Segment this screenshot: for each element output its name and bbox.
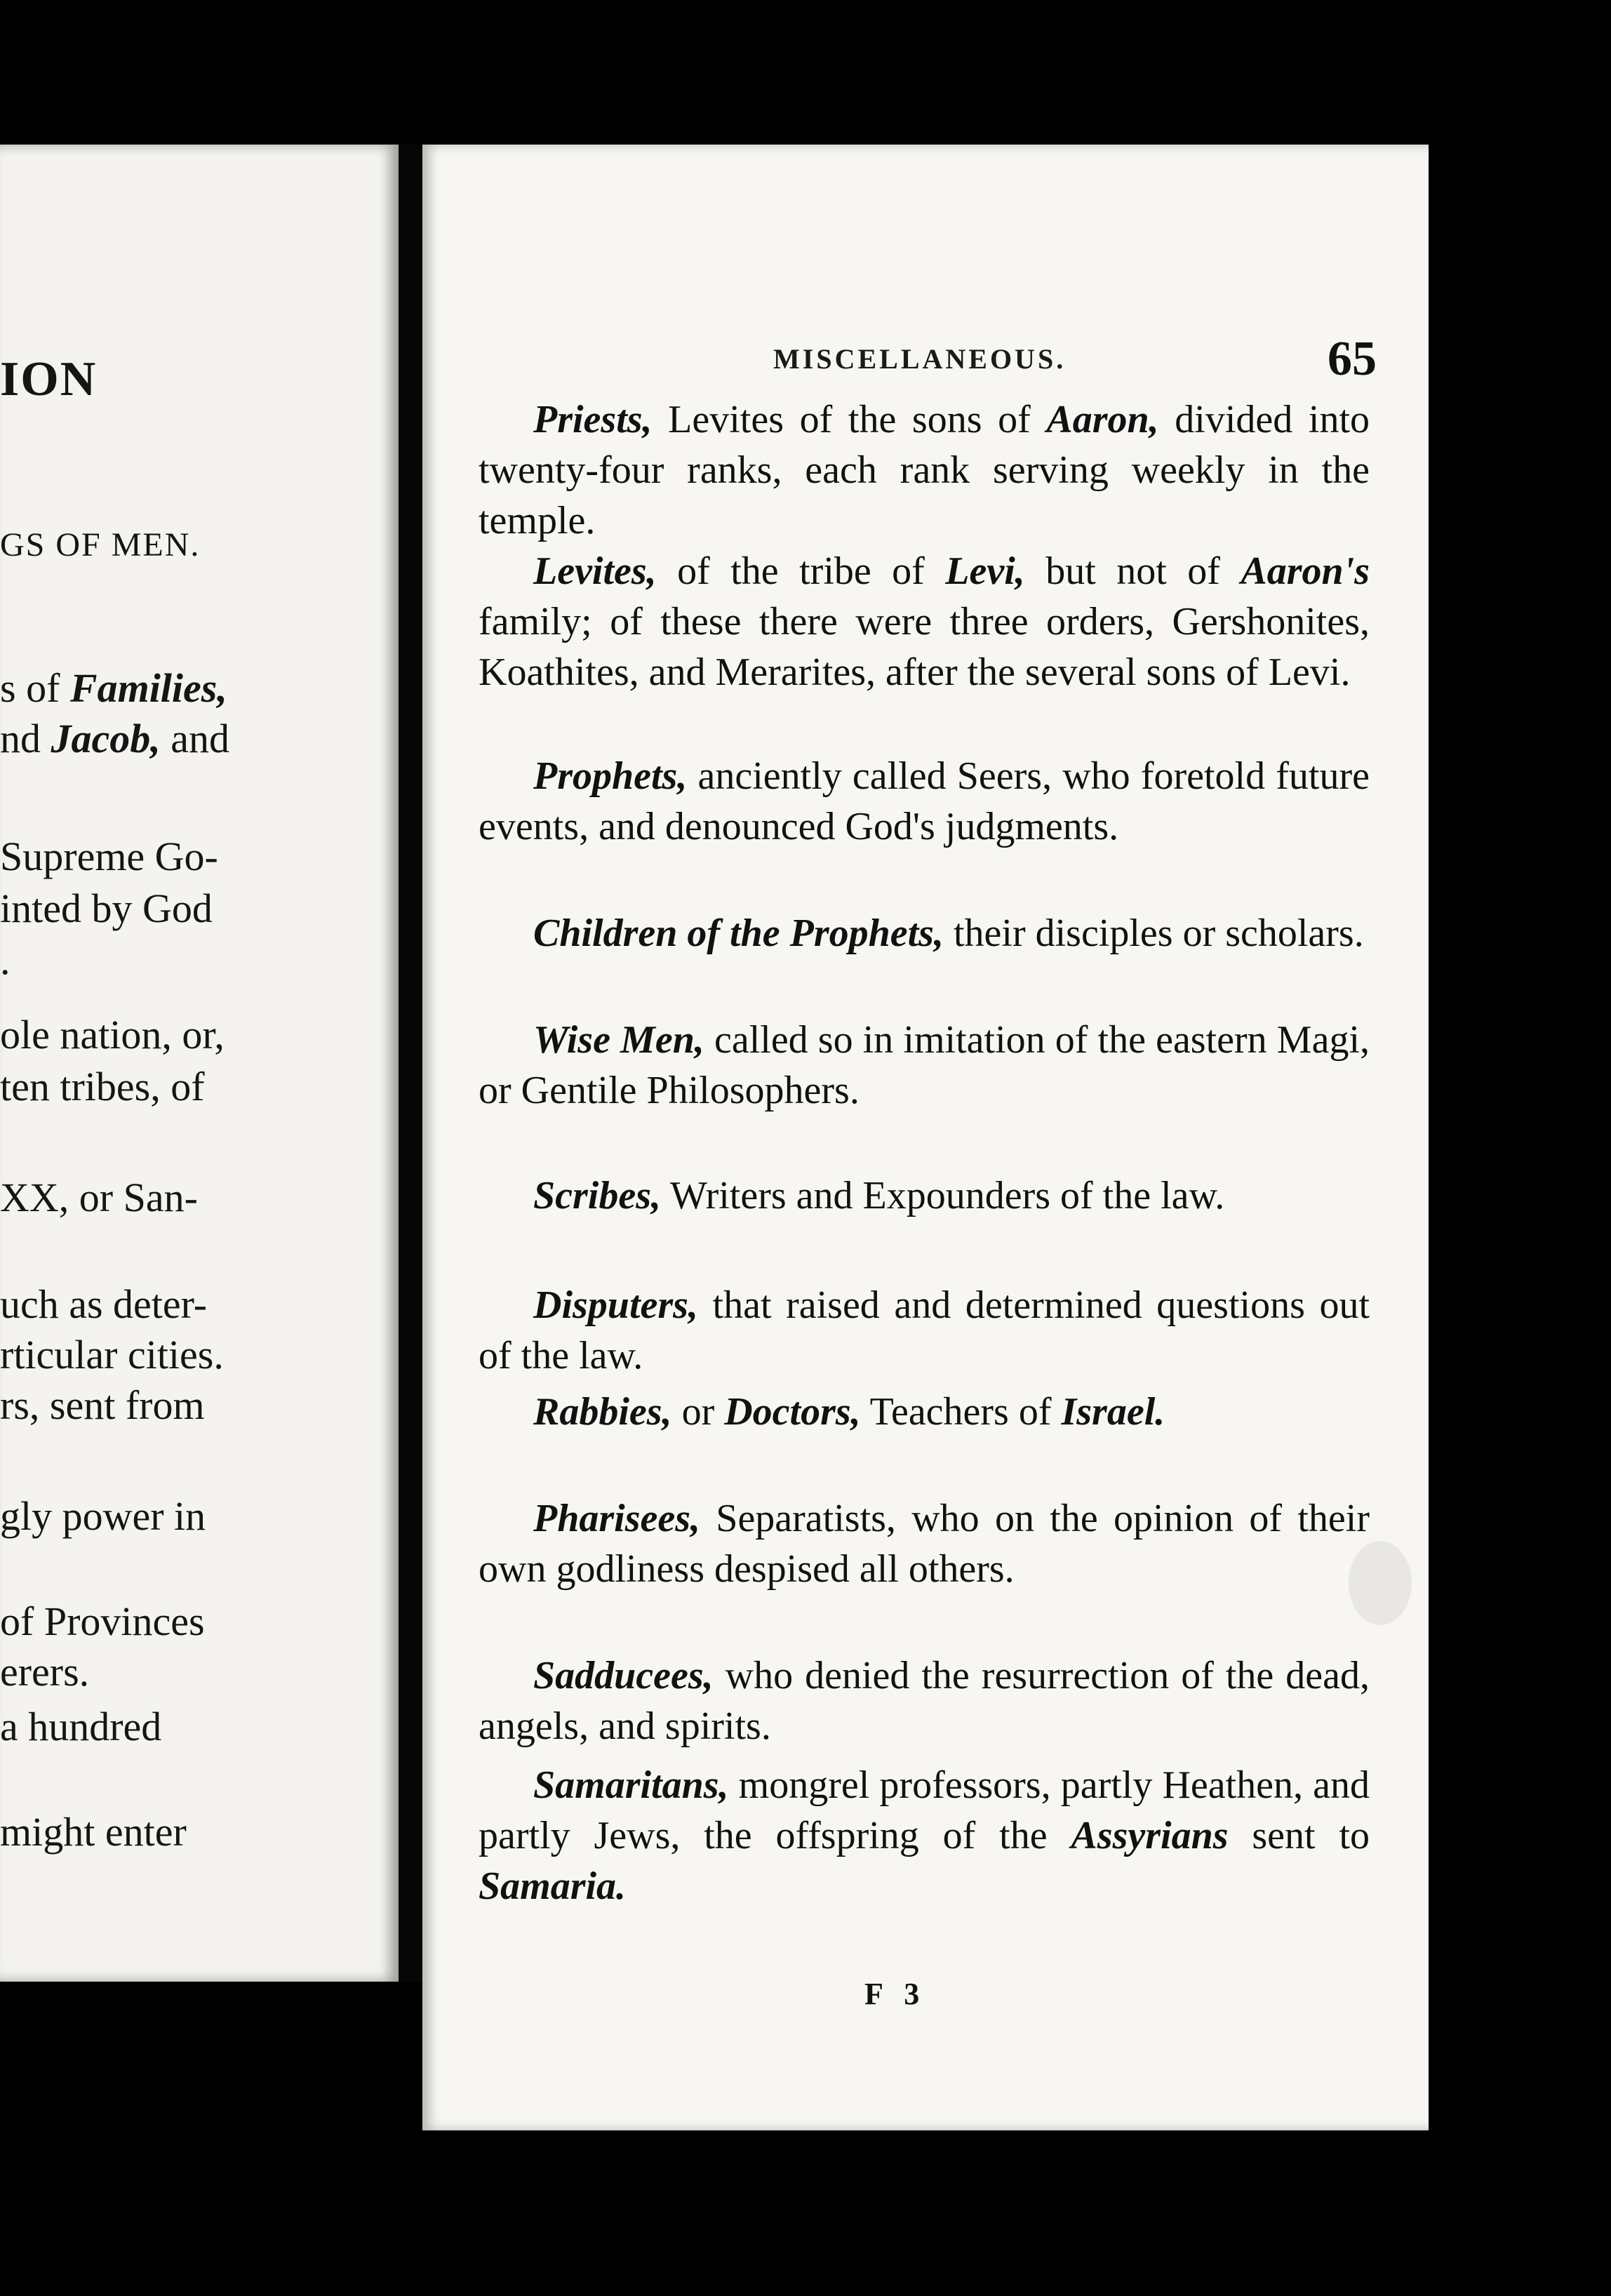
left-page-line: Supreme Go- [0,834,218,879]
entry-term: Prophets, [533,754,688,798]
entry-term: Wise Men, [533,1018,704,1062]
glossary-entry: Disputers, that raised and determined questions out of the law. [479,1283,1370,1377]
entry-term: Rabbies, [533,1390,672,1434]
glossary-entry: Samaritans, mongrel professors, partly Heathen, and partly Jews, the offspring of the Assyrians sent to Samaria. [479,1763,1370,1908]
glossary-entry: Rabbies, or Doctors, Teachers of Israel. [533,1390,1165,1434]
page-number: 65 [1328,332,1377,386]
left-page-line: inted by God [0,886,213,931]
glossary-entry: Children of the Prophets, their disciples or scholars. [533,912,1364,955]
book-gutter [399,145,422,1982]
entry-term: Children of the Prophets, [533,912,944,955]
glossary-entry: Scribes, Writers and Expounders of the law. [533,1174,1225,1217]
left-page-line: nd Jacob, and [0,716,229,761]
left-page-line: ten tribes, of [0,1064,205,1109]
left-page-line: gly power in [0,1493,206,1539]
paper-blemish [1349,1541,1412,1625]
glossary-entry: Pharisees, Separatists, who on the opinion of their own godliness despised all others. [479,1497,1370,1591]
scan-border-right [1429,140,1611,2296]
left-page-line: of Provinces [0,1598,205,1644]
entry-term: Scribes, [533,1174,661,1217]
entry-term: Priests, [533,398,653,441]
left-page-line: ION [0,352,98,406]
left-page-line: a hundred [0,1704,162,1749]
entry-term: Samaritans, [533,1763,729,1807]
left-page-line: GS OF MEN. [0,526,201,563]
entry-term: Levites, [533,549,657,593]
left-page-line: s of Families, [0,665,227,711]
left-page-line: rticular cities. [0,1332,224,1377]
entry-term: Sadducees, [533,1654,714,1697]
entry-term: Disputers, [533,1283,698,1327]
glossary-entry: Prophets, anciently called Seers, who foretold future events, and denounced God's judgments. [479,754,1370,848]
signature-mark: F 3 [864,1977,927,2011]
entry-term: Pharisees, [533,1497,700,1540]
glossary-entry: Sadducees, who denied the resurrection of the dead, angels, and spirits. [479,1654,1370,1748]
left-page-line: rs, sent from [0,1382,205,1428]
scan-border-bottom [422,2130,1611,2296]
running-head [773,331,1377,387]
glossary-entry: Wise Men, called so in imitation of the eastern Magi, or Gentile Philosophers. [479,1018,1370,1112]
glossary-entry: Priests, Levites of the sons of Aaron, divided into twenty-four ranks, each rank serving weekly in the temple. [479,398,1370,542]
left-page-line: XX, or San- [0,1175,198,1220]
glossary-entry: Levites, of the tribe of Levi, but not of Aaron's family; of these there were three orders, Gershonites, Koathites, and Merarites, after the several sons of Levi. [479,549,1370,694]
left-page-line: . [0,937,11,983]
left-page-line: ole nation, or, [0,1012,225,1057]
left-page-fragment [0,145,399,1982]
left-page-line: erers. [0,1649,90,1695]
left-page-line: uch as deter- [0,1281,208,1327]
left-page-line: might enter [0,1809,187,1855]
running-title: MISCELLANEOUS. [773,343,1067,375]
